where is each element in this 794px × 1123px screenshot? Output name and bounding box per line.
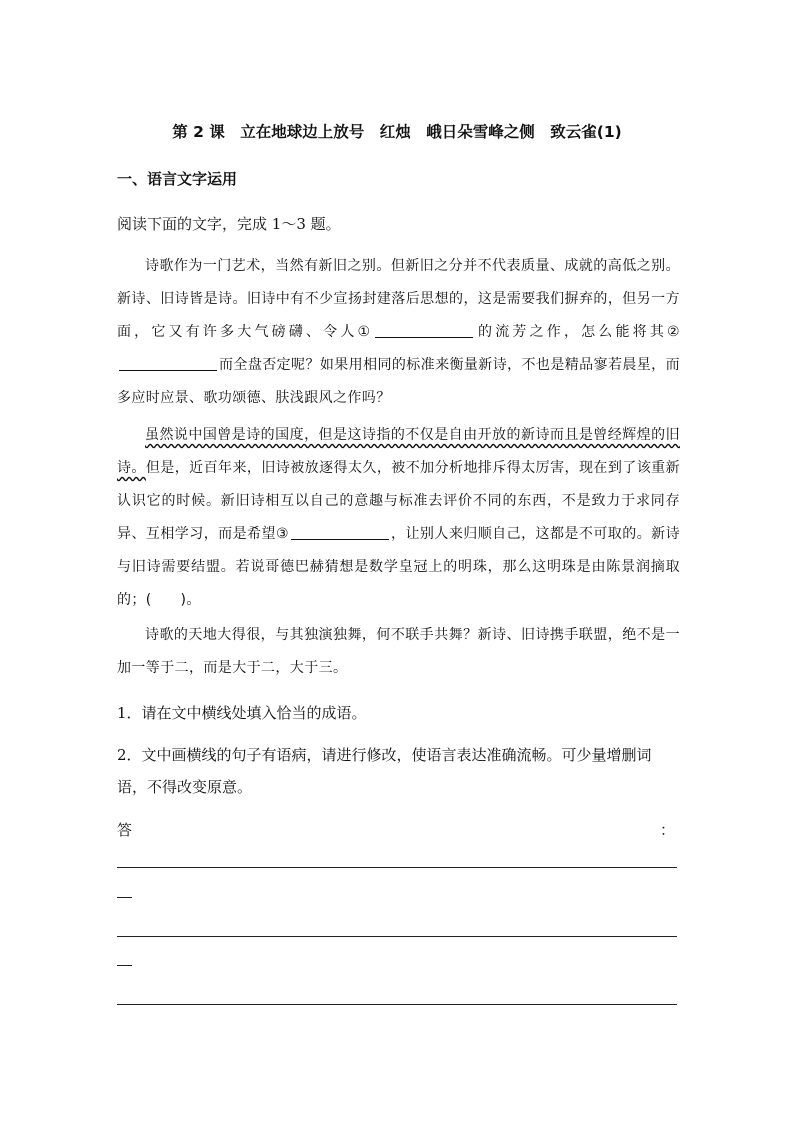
- passage-text: ，让别人来归顺自己，这都是不可取的。新诗与旧诗需要结盟。若说哥德巴赫猜想是数学皇冠上的明珠，那么这明珠是由陈景润摘取的；( )。: [117, 526, 680, 608]
- passage-paragraph-1: [117, 250, 680, 415]
- fill-blank-1[interactable]: [375, 323, 473, 338]
- page-title: 第 2 课 立在地球边上放号 红烛 峨日朵雪峰之侧 致云雀(1): [172, 123, 622, 141]
- passage-text: 而全盘否定呢？如果用相同的标准来衡量新诗，不也是精品寥若晨星，而多应时应景、歌功颂德、肤浅跟风之作吗？: [117, 357, 680, 406]
- reading-instruction: 阅读下面的文字，完成 1～3 题。: [117, 215, 341, 233]
- question-2: 2．文中画横线的句子有语病，请进行修改，使语言表达准确流畅。可少量增删词语，不得改变原意。: [117, 746, 652, 796]
- passage-text: 诗歌作为一门艺术，当然有新旧之别。但新旧之分并不代表质量、成就的高低之别。新诗、旧诗皆是诗。旧诗中有不少宣扬封建落后思想的，这是需要我们摒弃的，但另一方面，它又有许多大气磅礴、令人①: [117, 258, 680, 340]
- answer-line[interactable]: [117, 1004, 677, 1005]
- passage-paragraph-3: 诗歌的天地大得很，与其独演独舞，何不联手共舞？新诗、旧诗携手联盟，绝不是一加一等于二，而是大于二，大于三。: [117, 627, 680, 676]
- passage-text: 的流芳之作，怎么能将其②: [475, 324, 680, 340]
- answer-line[interactable]: [117, 867, 677, 868]
- answer-line[interactable]: [117, 936, 677, 937]
- underlined-sentence: 虽然说中国曾是诗的国度，但是这诗指的不仅是自由开放的新诗而且是曾经辉煌的旧诗。: [117, 427, 680, 476]
- answer-dash: [117, 965, 132, 966]
- fill-blank-3[interactable]: [291, 525, 389, 540]
- answer-dash: [117, 897, 132, 898]
- section-heading: 一、语言文字运用: [117, 170, 238, 188]
- fill-blank-2[interactable]: [119, 356, 217, 371]
- answer-colon: ：: [660, 821, 676, 839]
- question-1: 1．请在文中横线处填入恰当的成语。: [117, 704, 367, 722]
- passage-paragraph-2: [117, 419, 680, 617]
- answer-label: 答: [117, 821, 133, 839]
- passage-text: 但是，近百年来，旧诗被放逐得太久，被不加分析地排斥得太厉害，现在到了该重新认识它的时候。新旧诗相互以自己的意趣与标准去评价不同的东西，不是致力于求同存异、互相学习，而是希望③: [117, 460, 680, 542]
